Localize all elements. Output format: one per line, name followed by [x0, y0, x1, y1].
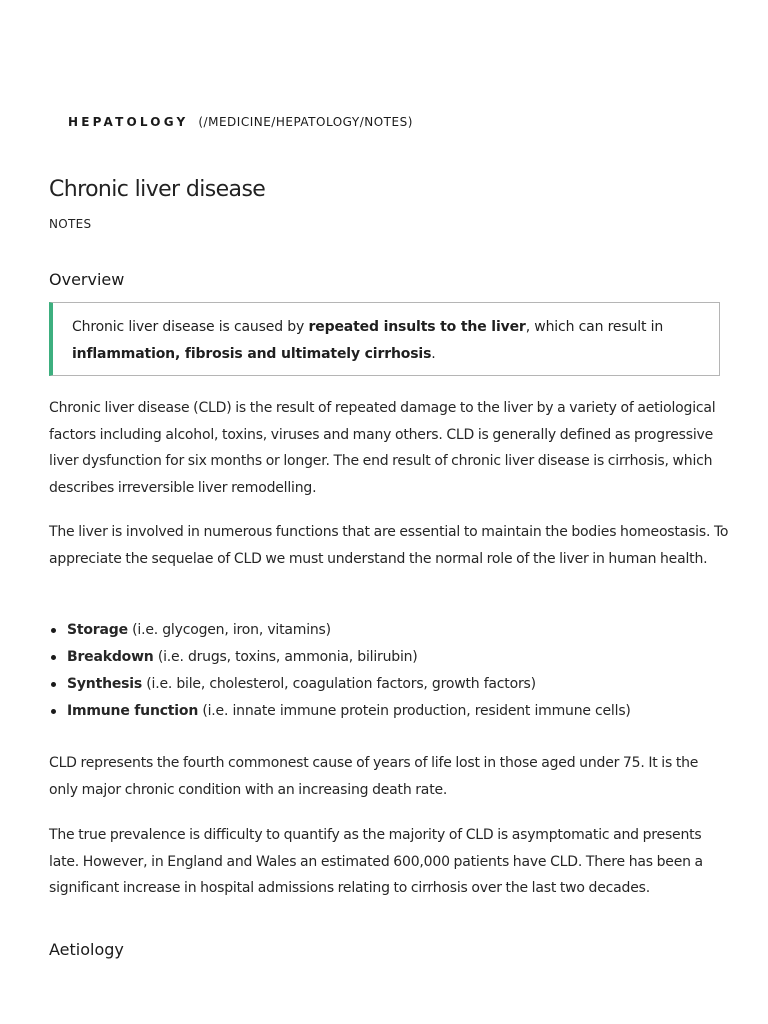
page-title: Chronic liver disease [49, 177, 266, 202]
overview-heading: Overview [49, 270, 125, 289]
summary-text: . [431, 346, 436, 362]
list-item-term: Synthesis [67, 676, 142, 692]
breadcrumb-path-link[interactable]: (/MEDICINE/HEPATOLOGY/NOTES) [198, 115, 413, 129]
paragraph-liver-functions-intro: The liver is involved in numerous functions that are essential to maintain the bodies homeostasis. To appreciate the sequelae of CLD we must understand the normal role of the liver in human health. [49, 524, 729, 567]
list-item [49, 671, 729, 698]
list-item-detail: (i.e. glycogen, iron, vitamins) [127, 622, 331, 638]
summary-emphasis: inflammation, fibrosis and ultimately cirrhosis [72, 346, 432, 362]
paragraph-mortality: CLD represents the fourth commonest cause of years of life lost in those aged under 75. It is the only major chronic condition with an increasing death rate. [49, 755, 699, 798]
page-subtitle: NOTES [49, 217, 92, 231]
breadcrumb-section-link[interactable]: HEPATOLOGY [68, 115, 189, 129]
list-item-detail: (i.e. innate immune protein production, resident immune cells) [198, 703, 631, 719]
summary-callout [49, 302, 720, 376]
list-item [49, 698, 729, 725]
liver-functions-list [49, 617, 729, 725]
list-item-term: Storage [67, 622, 128, 638]
list-item-term: Immune function [67, 703, 199, 719]
breadcrumb[interactable] [68, 115, 413, 129]
summary-text: , which can result in [525, 319, 664, 335]
list-item-detail: (i.e. bile, cholesterol, coagulation factors, growth factors) [142, 676, 536, 692]
list-item [49, 644, 729, 671]
list-item-detail: (i.e. drugs, toxins, ammonia, bilirubin) [153, 649, 418, 665]
paragraph-cld-definition: Chronic liver disease (CLD) is the result of repeated damage to the liver by a variety of aetiological factors including alcohol, toxins, viruses and many others. CLD is generally defined as progressive liver dysfunction for six months or longer. The end result of chronic liver disease is cirrhosis, which describes irreversible liver remodelling. [49, 400, 716, 496]
aetiology-heading: Aetiology [49, 940, 124, 959]
summary-emphasis: repeated insults to the liver [308, 319, 526, 335]
paragraph-prevalence: The true prevalence is difficulty to quantify as the majority of CLD is asymptomatic and presents late. However, in England and Wales an estimated 600,000 patients have CLD. There has been a significant increase in hospital admissions relating to cirrhosis over the last two decades. [49, 827, 703, 896]
summary-text: Chronic liver disease is caused by [72, 319, 309, 335]
list-item [49, 617, 729, 644]
list-item-term: Breakdown [67, 649, 154, 665]
